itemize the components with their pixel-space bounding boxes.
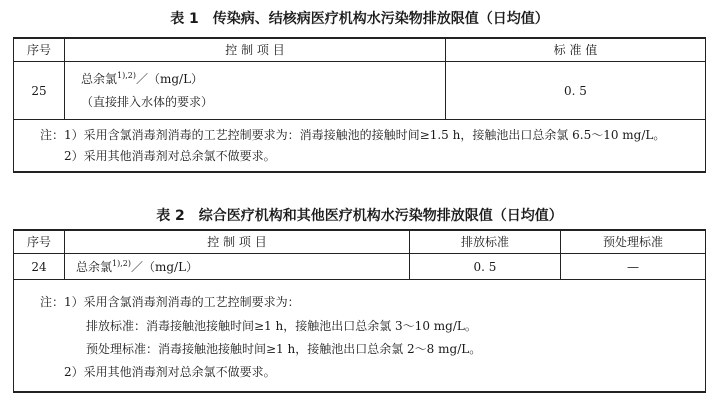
table2-bottom-rule (13, 391, 706, 393)
table2-left-border (13, 229, 14, 393)
table1-header-item: 控 制 项 目 (225, 43, 285, 57)
table2-note-2: 2）采用其他消毒剂对总余氯不做要求。 (64, 365, 276, 379)
table1-note-2: 2）采用其他消毒剂对总余氯不做要求。 (64, 149, 276, 163)
table2-header-discharge: 排放标准 (460, 235, 509, 249)
table1-row-item-note: （直接排入水体的要求） (81, 95, 214, 109)
table1-row-seq: 25 (31, 84, 47, 98)
table2-header-rule (13, 253, 706, 254)
table2-caption: 表 2 综合医疗机构和其他医疗机构水污染物排放限值（日均值） (156, 208, 563, 224)
table1-caption: 表 1 传染病、结核病医疗机构水污染物排放限值（日均值） (170, 11, 549, 27)
table2-row-pretreat: — (627, 260, 639, 274)
table1-header-standard: 标 准 值 (553, 43, 598, 57)
table2-note-1: 注：1）采用含氯消毒剂消毒的工艺控制要求为： (40, 295, 300, 309)
table1-header-seq: 序号 (26, 43, 51, 57)
table1-right-border (705, 37, 706, 173)
table2-top-rule (13, 229, 706, 231)
table2-header-seq: 序号 (26, 235, 51, 249)
table2-row-item-unit: ／（mg/L） (130, 260, 199, 274)
table1-row-rule (13, 119, 706, 120)
table2-row-seq: 24 (31, 260, 47, 274)
table2-row-discharge: 0. 5 (473, 260, 497, 274)
table2-header-pretreat: 预处理标准 (602, 235, 663, 249)
table2-note-1b: 预处理标准：消毒接触池接触时间≥1 h，接触池出口总余氯 2～8 mg/L。 (86, 342, 482, 356)
table1-note-1: 注：1）采用含氯消毒剂消毒的工艺控制要求为：消毒接触池的接触时间≥1.5 h，接触池出口总余氯 6.5～10 mg/L。 (40, 128, 666, 142)
table1-bottom-rule (13, 171, 706, 173)
table2-row-item (76, 259, 198, 275)
table2-row-rule (13, 279, 706, 280)
table1-row-item (81, 71, 203, 87)
table1-row-value: 0. 5 (564, 84, 587, 98)
table2-right-border (705, 229, 706, 393)
table1-top-rule (13, 37, 706, 39)
table2-row-item-name: 总余氯 (76, 260, 113, 274)
table1-row-item-name: 总余氯 (81, 72, 118, 86)
table1-row-item-unit: ／（mg/L） (135, 72, 204, 86)
table1-header-rule (13, 61, 706, 62)
table2-row-item-footnote-ref: 1),2) (112, 259, 131, 268)
table1-row-item-footnote-ref: 1),2) (117, 71, 136, 80)
table2-note-1a: 排放标准：消毒接触池接触时间≥1 h，接触池出口总余氯 3～10 mg/L。 (86, 319, 477, 333)
table2-header-item: 控 制 项 目 (207, 235, 267, 249)
